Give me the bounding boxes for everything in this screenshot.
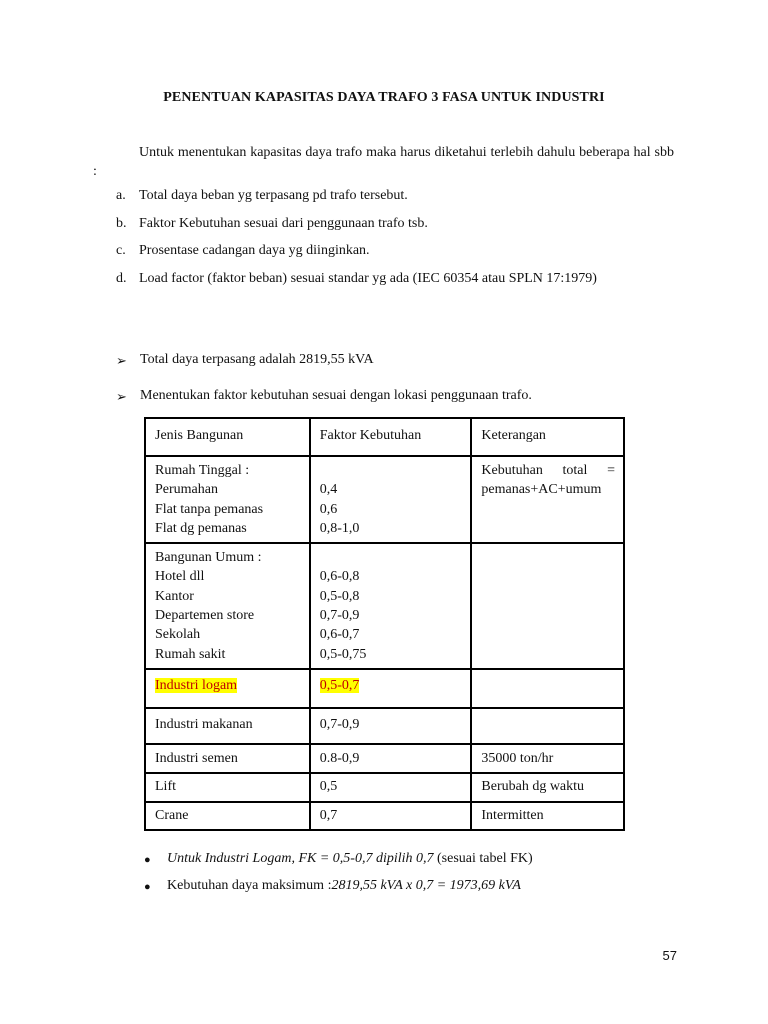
arrow-list-item [116, 388, 676, 405]
highlighted-text: Industri logam [155, 677, 238, 693]
group-label: Rumah Tinggal : [155, 463, 250, 478]
table-cell: 0,7 [310, 802, 472, 830]
bullet-text [167, 851, 533, 878]
list-marker: b. [116, 215, 127, 231]
factor-value: 0,4 [319, 482, 338, 498]
table-row [145, 744, 624, 773]
list-item-text: Load factor (faktor beban) sesuai standar yg ada (IEC 60354 atau SPLN 17:1979) [139, 270, 597, 286]
building-type: Kantor [155, 588, 194, 604]
table-row [145, 773, 624, 801]
bullet-item [144, 851, 684, 878]
list-item [116, 216, 676, 244]
group-label: Bangunan Umum : [155, 550, 262, 566]
arrow-item-text: Menentukan faktor kebutuhan sesuai dengan lokasi penggunaan trafo. [140, 388, 532, 403]
table-cell [145, 669, 310, 708]
table-cell: Lift [145, 773, 310, 801]
table-cell [310, 543, 472, 669]
building-type: Rumah sakit [155, 646, 226, 662]
normal-text: (sesuai tabel FK) [433, 851, 533, 866]
table-cell [310, 456, 472, 543]
arrow-bullet-icon: ➢ [116, 389, 127, 404]
list-item-text: Prosentase cadangan daya yg diinginkan. [139, 243, 370, 258]
table-row [145, 456, 624, 543]
building-type: Perumahan [155, 482, 218, 498]
italic-text: 2819,55 kVA x 0,7 = 1973,69 kVA [331, 878, 521, 893]
header-cell: Jenis Bangunan [145, 418, 310, 456]
page-number: 57 [662, 948, 677, 963]
italic-text: Untuk Industri Logam, FK = 0,5-0,7 dipilih 0,7 [167, 851, 434, 866]
building-type: Sekolah [155, 627, 201, 643]
table-cell [471, 456, 624, 543]
factor-value: 0,8-1,0 [319, 520, 360, 536]
demand-factor-table [144, 417, 625, 831]
table-row [145, 708, 624, 744]
arrow-item-text: Total daya terpasang adalah 2819,55 kVA [140, 352, 374, 367]
building-type: Hotel dll [155, 569, 205, 585]
table-cell [145, 456, 310, 543]
list-marker: c. [116, 243, 126, 258]
highlighted-text: 0,5-0,7 [319, 677, 360, 693]
bullet-icon: ● [144, 881, 151, 893]
calculation-list [144, 851, 684, 905]
table-cell: Crane [145, 802, 310, 830]
list-marker: d. [116, 270, 127, 286]
building-type: Departemen store [155, 608, 255, 624]
table-cell [471, 669, 624, 708]
normal-text: Kebutuhan daya maksimum : [167, 878, 332, 893]
remark-word: total [562, 463, 588, 478]
header-cell: Faktor Kebutuhan [310, 418, 472, 456]
factor-value: 0,5-0,75 [319, 646, 367, 662]
remark-word: Kebutuhan [481, 463, 543, 478]
list-item [116, 243, 676, 271]
table-cell: Industri makanan [145, 708, 310, 744]
table-cell: 0,5 [310, 773, 472, 801]
table-cell [145, 543, 310, 669]
arrow-list-item [116, 352, 676, 369]
bullet-icon: ● [144, 854, 151, 866]
page-title: PENENTUAN KAPASITAS DAYA TRAFO 3 FASA UNTUK INDUSTRI [163, 90, 605, 105]
factor-value: 0,6 [319, 501, 338, 517]
table-cell [310, 669, 472, 708]
table-cell [471, 708, 624, 744]
requirements-list [116, 188, 676, 298]
table-cell [471, 543, 624, 669]
remark-line: pemanas+AC+umum [481, 482, 602, 498]
factor-value: 0,6-0,8 [319, 569, 360, 585]
building-type: Flat dg pemanas [155, 520, 247, 536]
header-cell: Keterangan [471, 418, 624, 456]
factor-value: 0,5-0,8 [319, 588, 360, 604]
table-row [145, 543, 624, 669]
list-item [116, 188, 676, 216]
list-marker: a. [116, 188, 126, 203]
list-item-text: Total daya beban yg terpasang pd trafo tersebut. [139, 188, 408, 203]
table-header-row [145, 418, 624, 456]
building-type: Flat tanpa pemanas [155, 501, 264, 517]
table-row-highlighted [145, 669, 624, 708]
table-cell: Berubah dg waktu [471, 773, 624, 801]
table-cell: Industri semen [145, 744, 310, 773]
table-row [145, 802, 624, 830]
intro-paragraph: Untuk menentukan kapasitas daya trafo maka harus diketahui terlebih dahulu beberapa hal sbb : [93, 145, 674, 179]
list-item [116, 271, 676, 299]
table-cell: 0,7-0,9 [310, 708, 472, 744]
bullet-text [167, 878, 521, 905]
table-cell: Intermitten [471, 802, 624, 830]
table-cell: 0.8-0,9 [310, 744, 472, 773]
remark-line [481, 461, 615, 480]
factor-value: 0,7-0,9 [319, 608, 360, 624]
factor-value: 0,6-0,7 [319, 627, 360, 643]
list-item-text: Faktor Kebutuhan sesuai dari penggunaan trafo tsb. [139, 215, 428, 231]
table-cell: 35000 ton/hr [471, 744, 624, 773]
arrow-bullet-icon: ➢ [116, 353, 127, 368]
remark-word: = [607, 463, 615, 478]
bullet-item [144, 878, 684, 905]
